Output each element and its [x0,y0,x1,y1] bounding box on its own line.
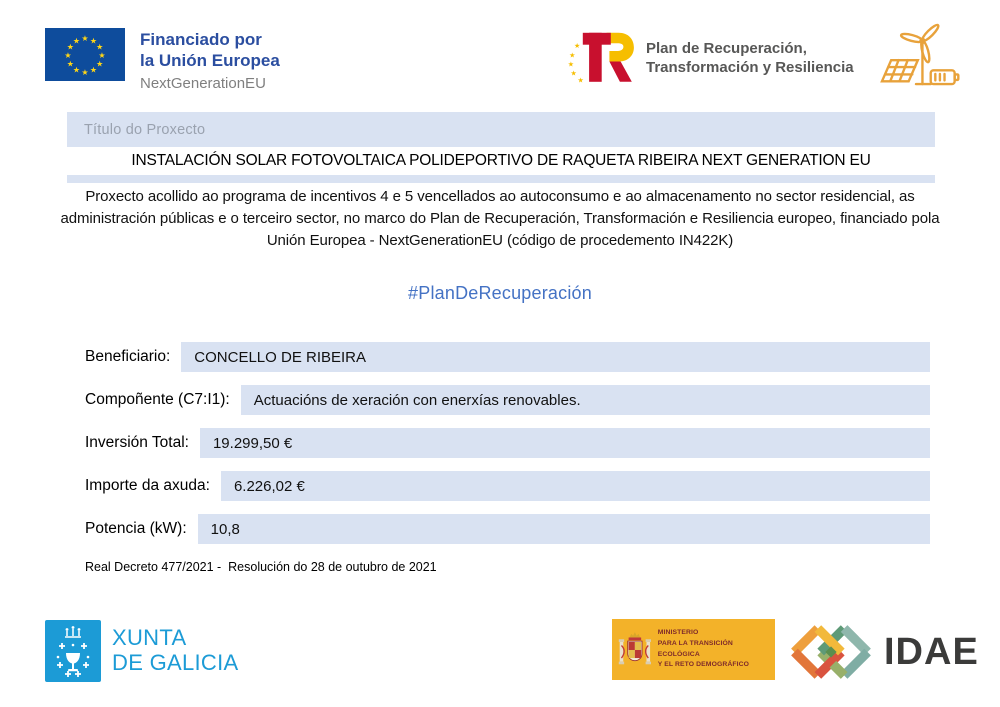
decree-footnote: Real Decreto 477/2021 - Resolución do 28 de outubro de 2021 [85,560,437,574]
prtr-line2: Transformación y Resiliencia [646,59,854,76]
project-fields [85,342,930,557]
field-row-componente [85,385,930,415]
svg-text:★: ★ [64,51,72,60]
svg-text:★: ★ [89,65,98,75]
idae-rings-icon [786,617,876,687]
field-label: Inversión Total: [85,434,189,451]
project-title: INSTALACIÓN SOLAR FOTOVOLTAICA POLIDEPORTIVO DE RAQUETA RIBEIRA NEXT GENERATION EU [131,152,871,169]
xunta-line1: XUNTA [112,625,187,651]
eu-funding-line1: Financiado por [140,30,262,49]
svg-text:★: ★ [577,76,584,85]
prtr-logo [566,20,854,96]
project-title-label: Título do Proxecto [84,122,206,138]
project-title-panel [67,112,935,183]
field-row-inversion [85,428,930,458]
xunta-crest-icon [45,620,101,682]
svg-text:★: ★ [96,42,104,52]
eu-funding-logo [45,28,280,92]
field-row-potencia [85,514,930,544]
prtr-tr-icon [566,20,636,96]
svg-text:★: ★ [98,51,106,60]
svg-text:★: ★ [96,59,104,69]
svg-text:★: ★ [81,34,89,43]
svg-text:★: ★ [66,42,74,52]
svg-text:★: ★ [89,36,98,46]
project-description: Proxecto acollido ao programa de incentivos 4 e 5 vencellados ao autoconsumo e ao almacenamento no sector residencial, as administración públicas e o terceiro sector, no marco do Plan de Recuperación, Transformación e Resiliencia europeo, financiado pola Unión Europea - NextGenerationEU (código de procedemento IN422K) [60,188,940,249]
field-row-importe [85,471,930,501]
svg-text:★: ★ [574,42,581,51]
svg-text:★: ★ [567,60,575,69]
idae-logo [786,617,979,687]
field-row-beneficiario [85,342,930,372]
spain-coat-of-arms-icon [617,625,653,675]
field-label: Importe da axuda: [85,477,210,494]
field-value: Actuacións de xeración con enerxías renovables. [241,385,930,415]
eu-nextgeneration-label: NextGenerationEU [140,75,266,93]
idae-wordmark: IDAE [884,630,979,673]
ministerio-transicion-ecologica-logo [612,619,775,680]
ministerio-line3: Y EL RETO DEMOGRÁFICO [657,661,749,669]
recovery-plan-hashtag: #PlanDeRecuperación [408,283,592,303]
renewable-energy-icon [870,16,962,113]
svg-text:★: ★ [66,59,74,69]
field-label: Compoñente (C7:I1): [85,391,230,408]
svg-text:★: ★ [72,65,81,75]
prtr-line1: Plan de Recuperación, [646,39,807,57]
ministerio-line1: MINISTERIO [657,629,699,637]
field-value: CONCELLO DE RIBEIRA [181,342,930,372]
eu-flag-icon [45,28,125,81]
svg-text:★: ★ [569,51,576,60]
xunta-de-galicia-logo [45,620,238,682]
field-value: 19.299,50 € [200,428,930,458]
field-label: Beneficiario: [85,348,171,365]
ministerio-line2: PARA LA TRANSICIÓN ECOLÓGICA [657,639,733,658]
svg-text:★: ★ [570,69,577,78]
xunta-line2: DE GALICIA [112,650,239,675]
svg-text:★: ★ [72,36,81,46]
eu-funding-line2: la Unión Europea [140,50,280,70]
field-value: 6.226,02 € [221,471,930,501]
field-label: Potencia (kW): [85,520,187,537]
field-value: 10,8 [198,514,930,544]
svg-text:★: ★ [81,68,89,77]
